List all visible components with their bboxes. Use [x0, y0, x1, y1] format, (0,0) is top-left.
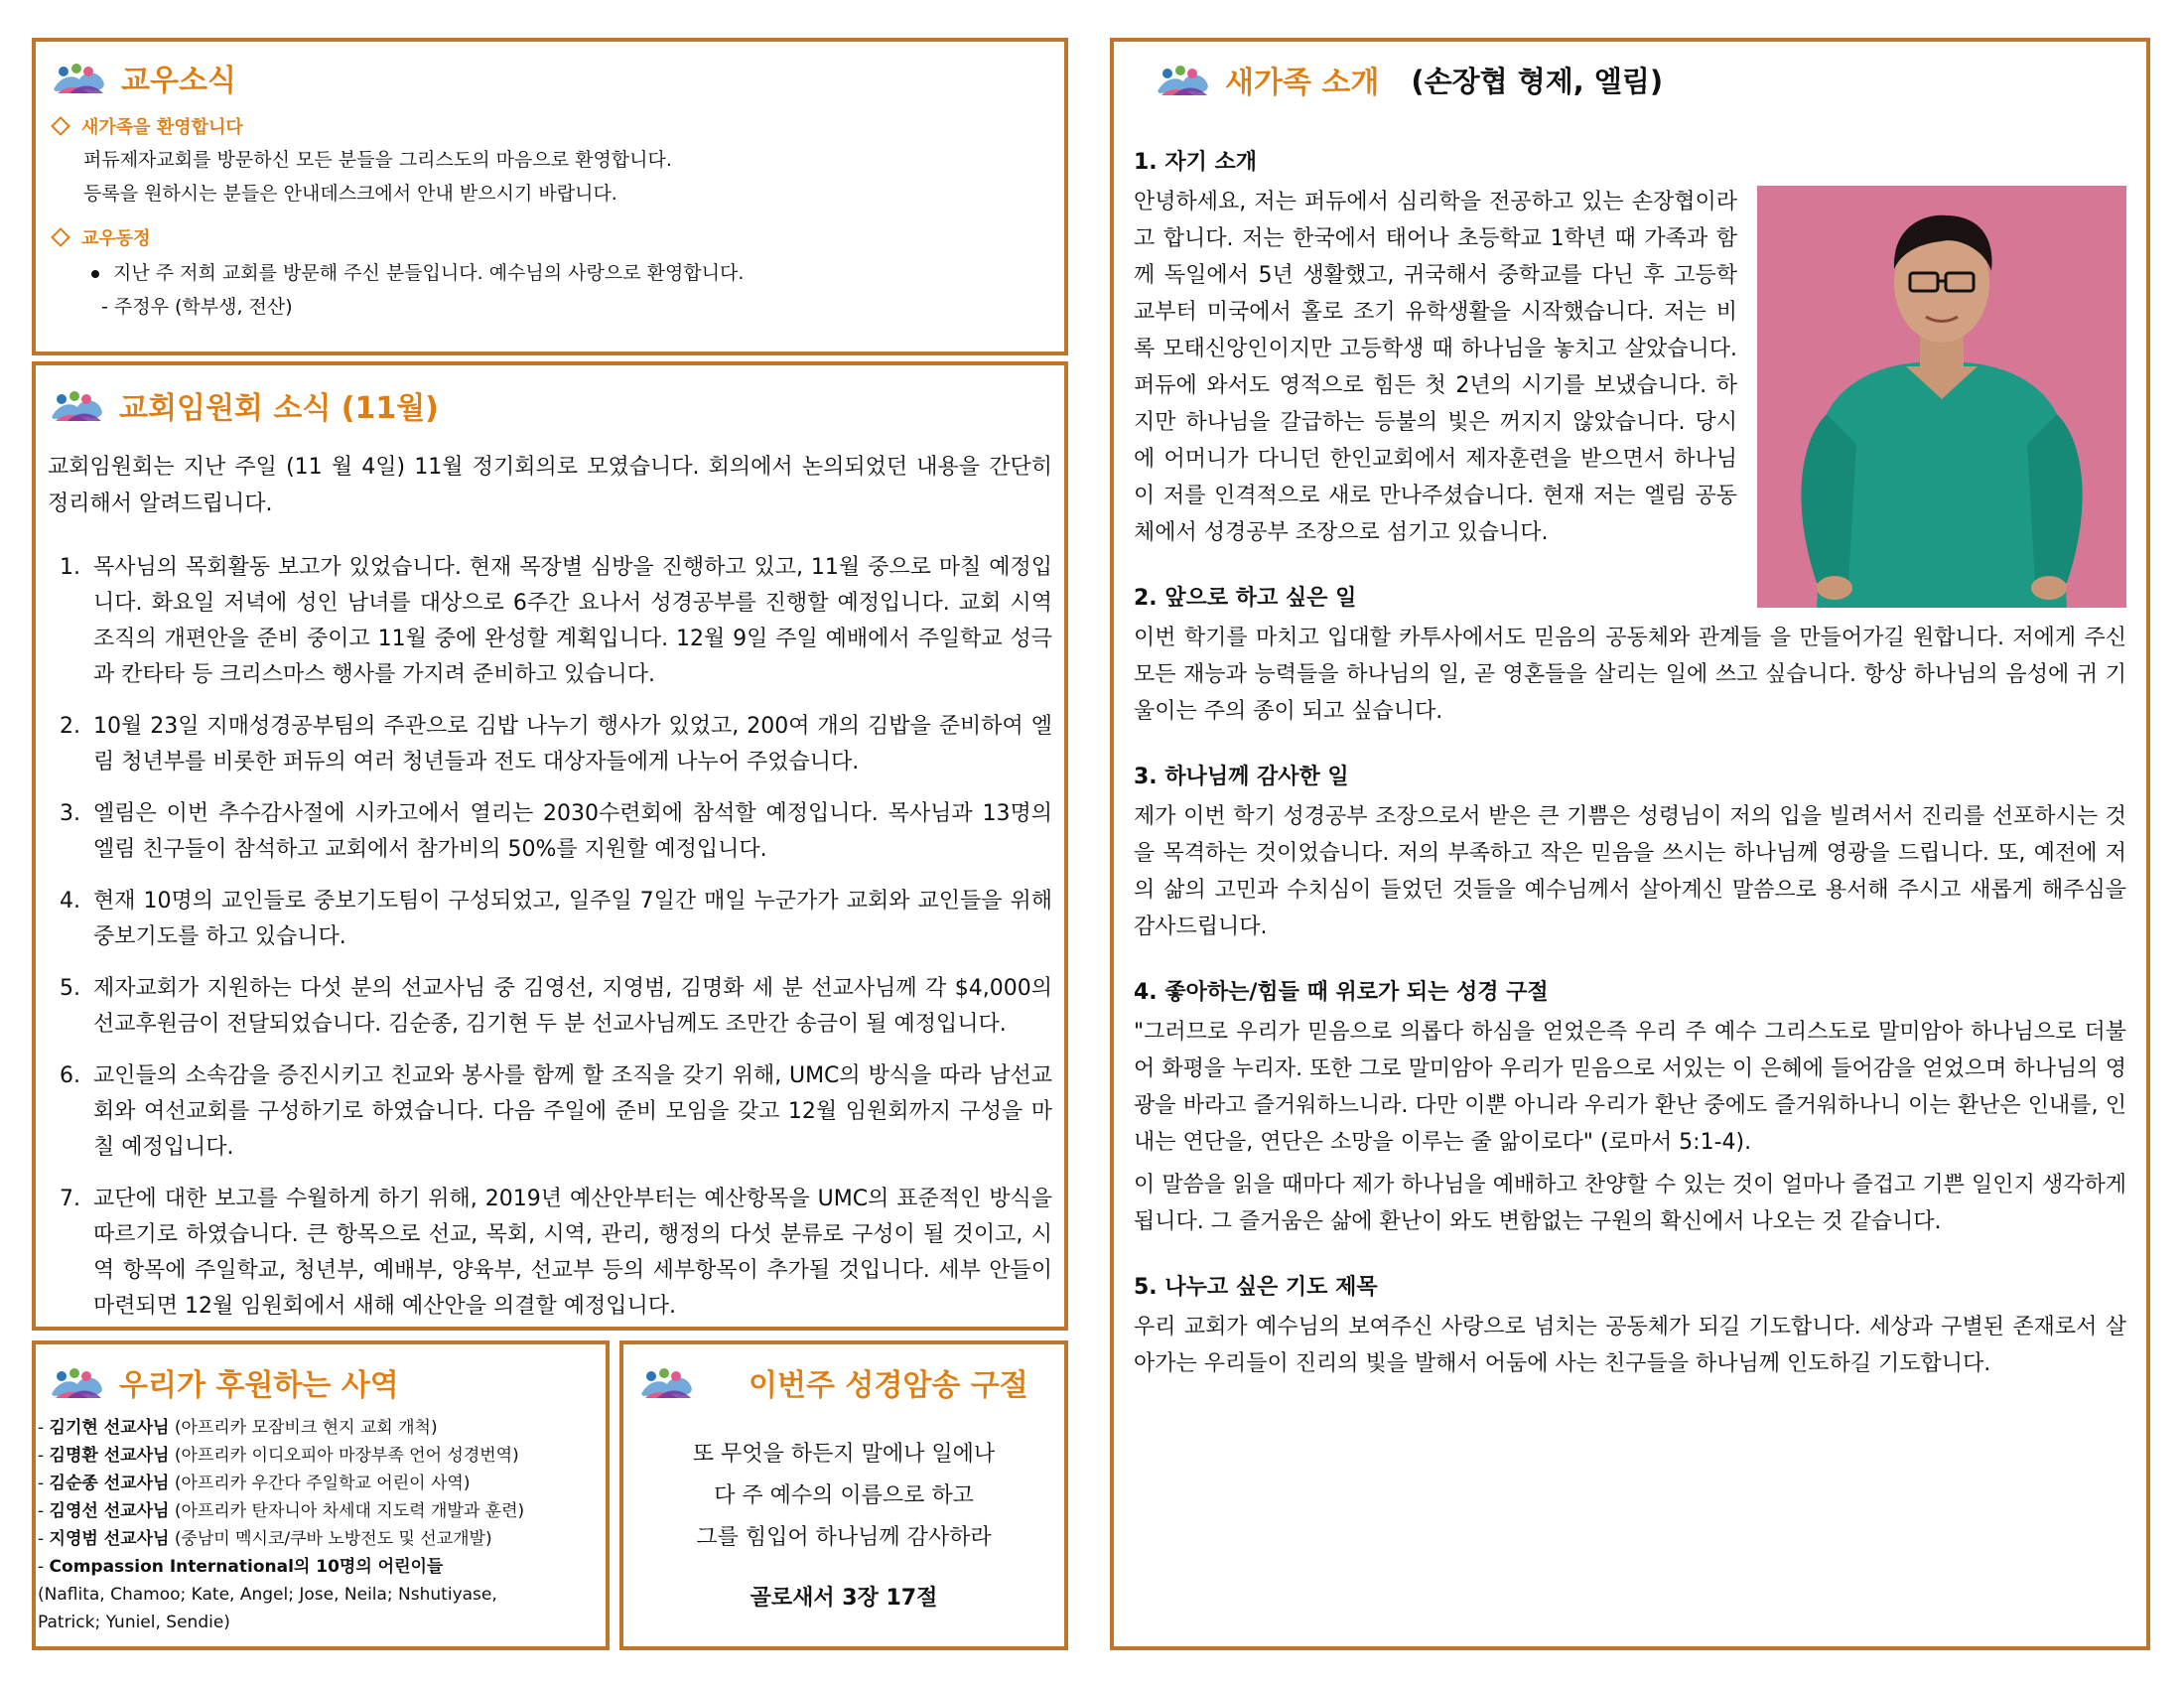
new-family-title: 새가족 소개 — [1225, 66, 1380, 100]
compassion-item: - Compassion International의 10명의 어린이들 — [38, 1557, 444, 1577]
welcome-heading: 새가족을 환영합니다 — [81, 117, 243, 138]
verse-line: 그를 힘입어 하나님께 감사하라 — [696, 1525, 992, 1550]
committee-item: 5. 제자교회가 지원하는 다섯 분의 선교사님 중 김영선, 지영범, 김명화 세 분 선교사님께 각 $4,000의 선교후원금이 전달되었습니다. 김순종, 김기현 두 분 선교사님께도 조만간 송금이 될 예정입니다. — [87, 971, 1052, 1043]
missions-list — [38, 1414, 604, 1636]
compassion-label: Compassion International의 10명의 어린이들 — [49, 1557, 444, 1577]
committee-item: 2. 10월 23일 지매성경공부팀의 주관으로 김밥 나누기 행사가 있었고, 200여 개의 김밥을 준비하여 엘림 청년부를 비롯한 퍼듀의 여러 청년들과 전도 대상자들에게 나누어 주었습니다. — [87, 709, 1052, 780]
welcome-line-1: 퍼듀제자교회를 방문하신 모든 분들을 그리스도의 마음으로 환영합니다. — [83, 149, 672, 171]
diamond-bullet-icon — [51, 116, 70, 136]
church-news-box — [32, 38, 1068, 355]
church-logo-icon — [48, 1364, 105, 1400]
section-4-text: 이 말씀을 읽을 때마다 제가 하나님을 예배하고 찬양할 수 있는 것이 얼마나 즐겁고 기쁜 일인지 생각하게 됩니다. 그 즐거움은 삶에 환난이 와도 변함없는 구원의 확신에서 나오는 것 같습니다. — [1134, 1173, 2126, 1234]
committee-intro: 교회임원회는 지난 주일 (11 월 4일) 11월 정기회의로 모였습니다. 회의에서 논의되었던 내용을 간단히 정리해서 알려드립니다. — [48, 455, 1052, 516]
section-3-text: 제가 이번 학기 성경공부 조장으로서 받은 큰 기쁨은 성령님이 저의 입을 빌려서서 진리를 선포하시는 것을 목격하는 것이었습니다. 저의 부족하고 작은 믿음을 쓰시는 하나님께 영광을 드립니다. 또, 예전에 저의 삶의 고민과 수치심이 들었던 것들을 예수님께서 살아계신 말씀으로 용서해 주시고 새롭게 해주심을 감사드립니다. — [1134, 804, 2126, 939]
committee-item: 6. 교인들의 소속감을 증진시키고 친교와 봉사를 함께 할 조직을 갖기 위해, UMC의 방식을 따라 남선교회와 여선교회를 구성하기로 하였습니다. 다음 주일에 준비 모임을 갖고 12월 임원회까지 구성을 마칠 예정입니다. — [87, 1058, 1052, 1166]
committee-box — [32, 361, 1068, 1331]
new-family-subtitle: (손장협 형제, 엘림) — [1411, 64, 1664, 98]
missions-box — [32, 1340, 610, 1650]
welcome-heading-row — [50, 113, 1050, 139]
memory-verse-title: 이번주 성경암송 구절 — [749, 1368, 1028, 1403]
mission-item: - 김명환 선교사님 (아프리카 이디오피아 마장부족 언어 성경번역) — [38, 1446, 519, 1466]
section-2-title: 2. 앞으로 하고 싶은 일 — [1134, 586, 1357, 611]
bullet-dot-icon — [91, 270, 99, 278]
church-logo-icon — [48, 387, 105, 423]
news-heading-row — [50, 224, 1050, 250]
section-2-rest: 을 만들어가길 원합니다. 저에게 주신 모든 재능과 능력들을 하나님의 일, 곧 영혼들을 살리는 일에 쓰고 싶습니다. 항상 하나님의 음성에 귀 기울이는 주의 종이 되고 싶습니다. — [1134, 626, 2126, 724]
compassion-children-1: (Naflita, Chamoo; Kate, Angel; Jose, Neila; Nshutiyase, — [38, 1585, 497, 1605]
mission-desc: (아프리카 우간다 주일학교 어린이 사역) — [169, 1474, 471, 1493]
missionary-name: 김명환 선교사님 — [49, 1446, 170, 1466]
section-2-text — [1134, 620, 2126, 730]
committee-item: 3. 엘림은 이번 추수감사절에 시카고에서 열리는 2030수련회에 참석할 예정입니다. 목사님과 13명의 엘림 친구들이 참석하고 교회에서 참가비의 50%를 지원할 예정입니다. — [87, 796, 1052, 868]
committee-items — [48, 550, 1052, 1325]
missions-title: 우리가 후원하는 사역 — [119, 1368, 399, 1403]
section-3-title: 3. 하나님께 감사한 일 — [1134, 765, 1349, 789]
mission-desc: (아프리카 탄자니아 차세대 지도력 개발과 훈련) — [169, 1501, 525, 1521]
mission-item: - 지영범 선교사님 (중남미 멕시코/쿠바 노방전도 및 선교개발) — [38, 1529, 492, 1549]
section-1-text: 안녕하세요, 저는 퍼듀에서 심리학을 전공하고 있는 손장협이라고 합니다. 저는 한국에서 태어나 초등학교 1학년 때 가족과 함께 독일에서 5년 생활했고, 귀국해서 중학교를 다닌 후 고등학교부터 미국에서 홀로 조기 유학생활을 시작했습니다. 저는 비록 모태신앙인이지만 고등학생 때 하나님을 놓치고 살았습니다. 퍼듀에 와서도 영적으로 힘든 첫 2년의 시기를 보냈습니다. 하지만 하나님을 갈급하는 등불의 빛은 꺼지지 않았습니다. 당시에 어머니가 다니던 한인교회에서 제자훈련을 받으면서 하나님이 저를 인격적으로 새로 만나주셨습니다. 현재 저는 엘림 공동체에서 성경공부 조장으로 섬기고 있습니다. — [1134, 190, 1737, 545]
section-4-title: 4. 좋아하는/힘들 때 위로가 되는 성경 구절 — [1134, 980, 1549, 1005]
verse-lines — [637, 1434, 1050, 1612]
committee-item: 1. 목사님의 목회활동 보고가 있었습니다. 현재 목장별 심방을 진행하고 있고, 11월 중으로 마칠 예정입니다. 화요일 저녁에 성인 남녀를 대상으로 6주간 요나서 성경공부를 진행할 예정입니다. 교회 시역 조직의 개편안을 준비 중이고 11월 중에 완성할 계획입니다. 12월 9일 주일 예배에서 주일학교 성극과 칸타타 등 크리스마스 행사를 가지려 준비하고 있습니다. — [87, 550, 1052, 693]
church-news-header — [50, 56, 1050, 99]
verse-line: 또 무엇을 하든지 말에나 일에나 — [692, 1442, 996, 1467]
section-5-title: 5. 나누고 싶은 기도 제목 — [1134, 1275, 1378, 1300]
portrait-photo — [1757, 186, 2126, 608]
missions-header — [38, 1360, 604, 1404]
verse-line: 다 주 예수의 이름으로 하고 — [714, 1483, 974, 1508]
section-5-text: 우리 교회가 예수님의 보여주신 사랑으로 넘치는 공동체가 되길 기도합니다. 세상과 구별된 존재로서 살아가는 우리들이 진리의 빛을 발해서 어둠에 사는 친구들을 하나님께 인도하길 기도합니다. — [1134, 1315, 2126, 1376]
verse-reference: 골로새서 3장 17절 — [750, 1586, 938, 1611]
committee-header — [48, 383, 1052, 427]
church-logo-icon — [1154, 62, 1211, 97]
mission-item: - 김순종 선교사님 (아프리카 우간다 주일학교 어린이 사역) — [38, 1474, 471, 1493]
committee-title: 교회임원회 소식 (11월) — [119, 391, 439, 426]
section-2-line-1: 이번 학기를 마치고 입대할 카투사에서도 믿음의 공동체와 관계들 — [1134, 626, 1762, 650]
missionary-name: 김영선 선교사님 — [49, 1501, 170, 1521]
committee-item: 7. 교단에 대한 보고를 수월하게 하기 위해, 2019년 예산안부터는 예산항목을 UMC의 표준적인 방식을 따르기로 하였습니다. 큰 항목으로 선교, 목회, 시역, 관리, 행정의 다섯 분류로 구성이 될 것이고, 시역 항목에 주일학교, 청년부, 예배부, 양육부, 선교부 등의 세부항목이 추가될 것입니다. 세부 안들이 마련되면 12월 임원회에서 새해 예산안을 의결할 예정입니다. — [87, 1182, 1052, 1325]
new-family-header — [1134, 58, 2126, 101]
new-family-box — [1110, 38, 2150, 1650]
missionary-name: 지영범 선교사님 — [49, 1529, 170, 1549]
committee-item: 4. 현재 10명의 교인들로 중보기도팀이 구성되었고, 일주일 7일간 매일 누군가가 교회와 교인들을 위해 중보기도를 하고 있습니다. — [87, 884, 1052, 955]
news-bullet — [91, 256, 1050, 290]
church-logo-icon — [637, 1364, 695, 1400]
missionary-name: 김순종 선교사님 — [49, 1474, 170, 1493]
missionary-name: 김기현 선교사님 — [49, 1418, 170, 1438]
church-logo-icon — [50, 60, 107, 95]
section-1-title: 1. 자기 소개 — [1134, 150, 1257, 175]
church-news-title: 교우소식 — [121, 64, 236, 98]
diamond-bullet-icon — [51, 227, 70, 247]
section-4-quote: "그러므로 우리가 믿음으로 의롭다 하심을 얻었은즉 우리 주 예수 그리스도로 말미암아 하나님으로 더불어 화평을 누리자. 또한 그로 말미암아 우리가 믿음으로 서있는 이 은혜에 들어감을 얻었으며 하나님의 영광을 바라고 즐거워하느니라. 다만 이뿐 아니라 우리가 환난 중에도 즐거워하나니 이는 환난은 인내를, 인내는 연단을, 연단은 소망을 이루는 줄 앎이로다" (로마서 5:1-4). — [1134, 1020, 2126, 1155]
compassion-children-2: Patrick; Yuniel, Sendie) — [38, 1613, 230, 1632]
mission-desc: (아프리카 이디오피아 마장부족 언어 성경번역) — [169, 1446, 519, 1466]
news-names: - 주정우 (학부생, 전산) — [101, 296, 293, 318]
memory-verse-header — [637, 1360, 1050, 1404]
mission-item: - 김영선 선교사님 (아프리카 탄자니아 차세대 지도력 개발과 훈련) — [38, 1501, 525, 1521]
news-bullet-text: 지난 주 저희 교회를 방문해 주신 분들입니다. 예수님의 사랑으로 환영합니다. — [113, 262, 745, 284]
welcome-line-2: 등록을 원하시는 분들은 안내데스크에서 안내 받으시기 바랍니다. — [83, 183, 617, 205]
mission-item: - 김기현 선교사님 (아프리카 모잠비크 현지 교회 개척) — [38, 1418, 438, 1438]
memory-verse-box — [619, 1340, 1068, 1650]
mission-desc: (중남미 멕시코/쿠바 노방전도 및 선교개발) — [169, 1529, 492, 1549]
news-heading: 교우동정 — [81, 228, 151, 249]
mission-desc: (아프리카 모잠비크 현지 교회 개척) — [169, 1418, 438, 1438]
